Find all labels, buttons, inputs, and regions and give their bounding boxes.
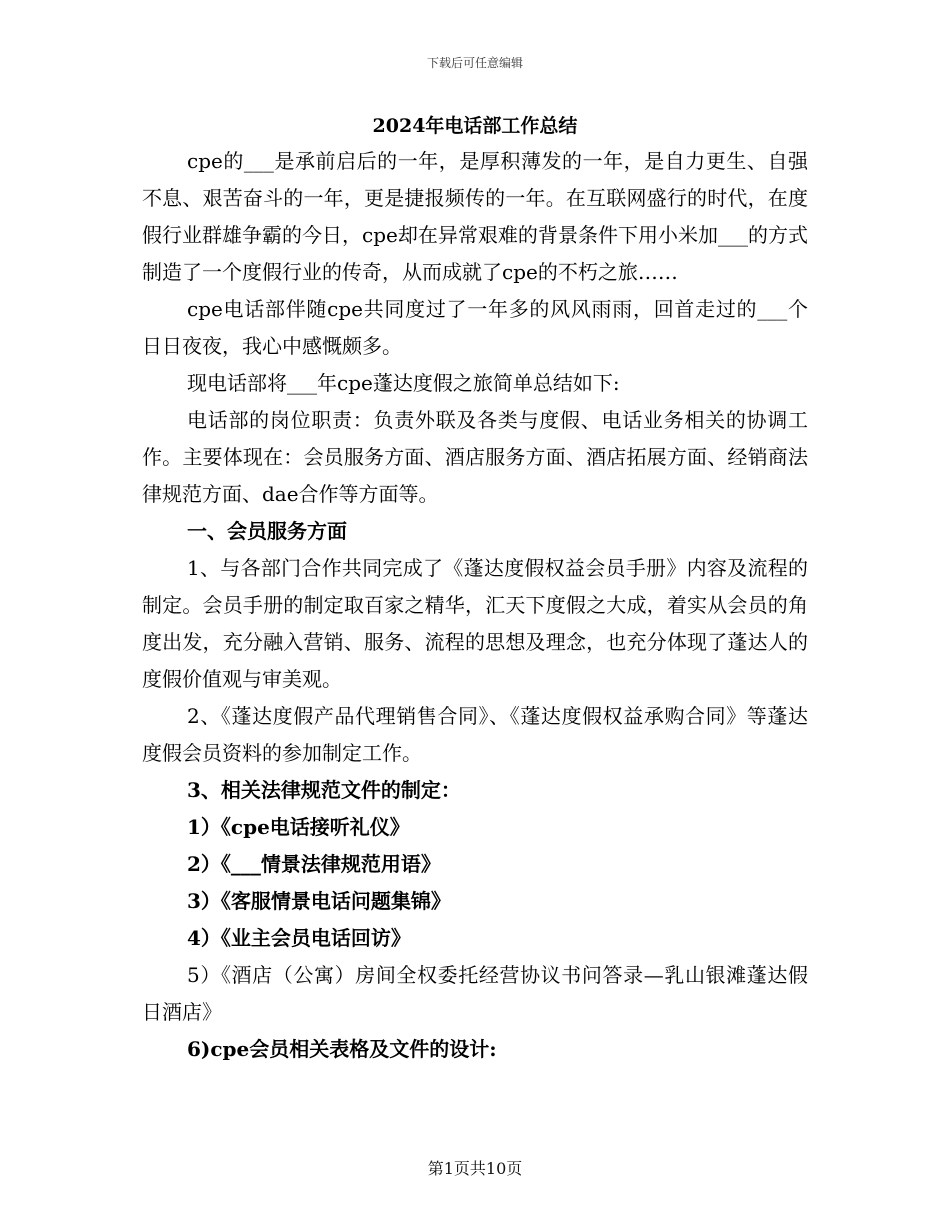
list-item-5: 5）《酒店（公寓）房间全权委托经营协议书问答录—乳山银滩蓬达假日酒店》	[142, 963, 808, 1024]
section-heading-member-service: 一、会员服务方面	[187, 519, 347, 543]
list-item-4: 4）《业主会员电话回访》	[187, 926, 411, 950]
paragraph-item-2: 2、《蓬达度假产品代理销售合同》、《蓬达度假权益承购合同》等蓬达度假会员资料的参加制定工作。	[142, 704, 808, 765]
paragraph-intro: cpe的___是承前启后的一年，是厚积薄发的一年，是自力更生、自强不息、艰苦奋斗的一年，更是捷报频传的一年。在互联网盛行的时代，在度假行业群雄争霸的今日，cpe却在异常艰难的背景条件下用小米加___的方式制造了一个度假行业的传奇，从而成就了cpe的不朽之旅……	[142, 149, 808, 284]
paragraph-item-3: 3、相关法律规范文件的制定：	[187, 778, 461, 802]
document-title: 2024年电话部工作总结	[372, 115, 578, 137]
list-item-3: 3）《客服情景电话问题集锦》	[187, 889, 451, 913]
list-item-1: 1）《cpe电话接听礼仪》	[187, 815, 410, 839]
document-body	[142, 112, 808, 1068]
paragraph-summary-lead: 现电话部将___年cpe蓬达度假之旅简单总结如下:	[187, 371, 620, 395]
paragraph-duties: 电话部的岗位职责：负责外联及各类与度假、电话业务相关的协调工作。主要体现在：会员服务方面、酒店服务方面、酒店拓展方面、经销商法律规范方面、dae合作等方面等。	[142, 408, 808, 506]
page-footer: 第1页共10页	[427, 1159, 523, 1178]
paragraph-review: cpe电话部伴随cpe共同度过了一年多的风风雨雨，回首走过的___个日日夜夜，我心中感慨颇多。	[142, 297, 808, 358]
list-item-2: 2）《___情景法律规范用语》	[187, 852, 441, 876]
header-note: 下载后可任意编辑	[426, 56, 523, 70]
list-item-6: 6)cpe会员相关表格及文件的设计:	[187, 1037, 497, 1061]
paragraph-item-1: 1、与各部门合作共同完成了《蓬达度假权益会员手册》内容及流程的制定。会员手册的制定取百家之精华，汇天下度假之大成，着实从会员的角度出发，充分融入营销、服务、流程的思想及理念，也充分体现了蓬达人的度假价值观与审美观。	[142, 556, 808, 691]
